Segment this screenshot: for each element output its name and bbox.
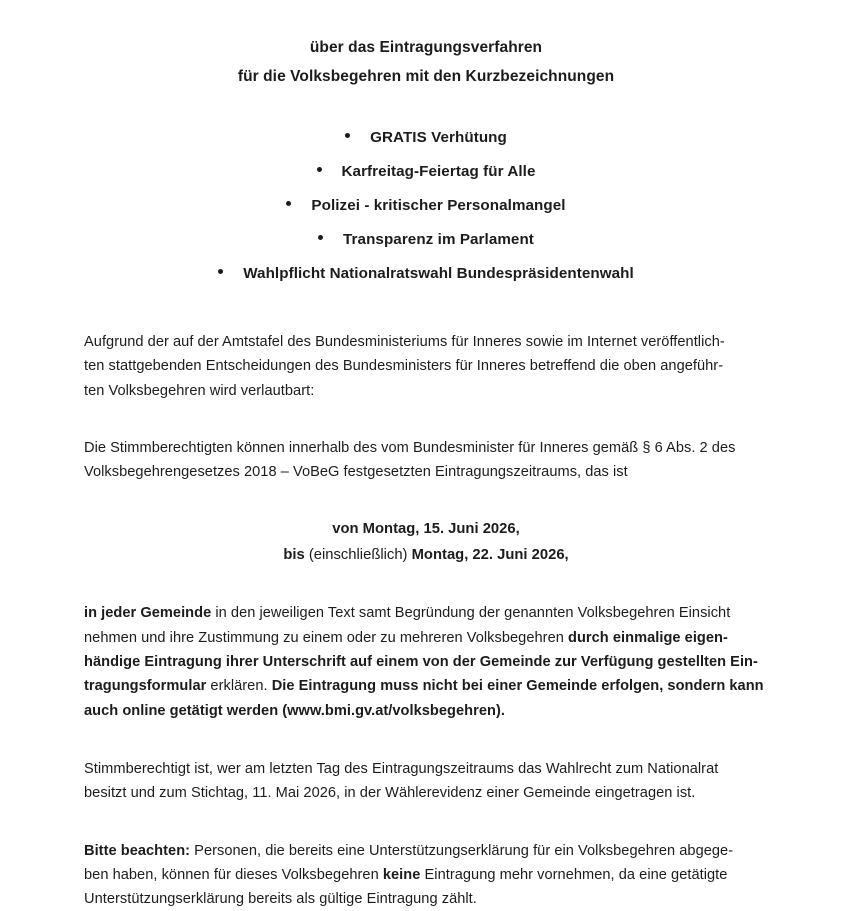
- text-line: besitzt und zum Stichtag, 11. Mai 2026, in der Wählerevidenz einer Gemeinde eingetragen ist.: [84, 785, 696, 802]
- date-from-line: [84, 516, 768, 542]
- date-to-text: Montag, 22. Juni 2026,: [411, 547, 569, 564]
- text-regular-run: Eintragung mehr vornehmen, da eine getätigte: [420, 866, 728, 883]
- text-bold-run: Die Eintragung muss nicht bei einer Gemeinde erfolgen, sondern kann: [271, 678, 764, 695]
- paragraph-hinweis: [84, 839, 768, 911]
- initiative-label: GRATIS Verhütung: [370, 129, 507, 146]
- text-regular-run: nehmen und ihre Zustimmung zu einem oder zu mehreren Volksbegehren: [84, 629, 568, 646]
- date-to-inclusive: (einschließlich): [304, 547, 412, 564]
- initiative-label: Wahlpflicht Nationalratswahl Bundespräsidentenwahl: [243, 265, 634, 282]
- initiative-label: Polizei - kritischer Personalmangel: [311, 197, 566, 214]
- text-bold-run: keine: [382, 866, 421, 883]
- text-line: Volksbegehrengesetzes 2018 – VoBeG festgesetzten Eintragungszeitraums, das ist: [84, 464, 628, 481]
- text-regular-run: ben haben, können für dieses Volksbegehren: [84, 866, 383, 883]
- text-line: [84, 839, 768, 863]
- initiative-label: Karfreitag-Feiertag für Alle: [341, 163, 536, 180]
- text-bold-run: händige Eintragung ihrer Unterschrift auf einem von der Gemeinde zur Verfügung gestellten Ein-: [84, 654, 758, 671]
- text-line: [84, 626, 768, 650]
- heading-line-2: für die Volksbegehren mit den Kurzbezeichnungen: [237, 68, 615, 85]
- text-line: [84, 601, 768, 625]
- bullet-dot-icon: [318, 235, 323, 240]
- list-item: [84, 189, 768, 223]
- initiative-label: Transparenz im Parlament: [343, 231, 534, 248]
- text-bold-run: durch einmalige eigen-: [568, 629, 728, 646]
- text-regular-run: erklären.: [206, 678, 272, 695]
- text-line: [84, 674, 768, 698]
- text-line: Stimmberechtigt ist, wer am letzten Tag des Eintragungszeitraums das Wahlrecht zum Nationalrat: [84, 760, 719, 777]
- paragraph-gemeinde: [84, 601, 768, 722]
- paragraph-eintragungszeitraum: [84, 436, 768, 485]
- text-bold-run: in jeder Gemeinde: [84, 605, 212, 622]
- text-regular-run: Personen, die bereits eine Unterstützungserklärung für ein Volksbegehren abgege-: [190, 842, 734, 859]
- text-line: ten Volksbegehren wird verlautbart:: [84, 382, 315, 399]
- text-bold-run: Bitte beachten:: [84, 842, 191, 859]
- paragraph-wahlrecht: [84, 757, 768, 806]
- bullet-dot-icon: [218, 269, 223, 274]
- text-line: ten stattgebenden Entscheidungen des Bundesministers für Inneres betreffend die oben angeführ-: [84, 358, 724, 375]
- list-item: [84, 223, 768, 257]
- date-to-line: [84, 542, 768, 568]
- heading-line-1: über das Eintragungsverfahren: [309, 39, 543, 56]
- date-from-text: von Montag, 15. Juni 2026,: [332, 521, 520, 538]
- text-bold-run: tragungsformular: [84, 678, 207, 695]
- list-item: [84, 155, 768, 189]
- document-heading: [84, 0, 768, 91]
- date-to-prefix: bis: [283, 547, 305, 564]
- eintragungszeitraum-dates: [84, 516, 768, 568]
- list-item: [84, 257, 768, 291]
- text-bold-run: auch online getätigt werden (www.bmi.gv.at/volksbegehren).: [84, 702, 505, 719]
- bullet-dot-icon: [317, 167, 322, 172]
- text-line: [84, 699, 768, 723]
- text-line: Unterstützungserklärung bereits als gültige Eintragung zählt.: [84, 891, 477, 908]
- paragraph-verlautbart: [84, 330, 768, 403]
- text-line: Die Stimmberechtigten können innerhalb des vom Bundesminister für Inneres gemäß § 6 Abs. 2 des: [84, 439, 736, 456]
- bullet-dot-icon: [345, 133, 350, 138]
- text-line: [84, 863, 768, 887]
- text-regular-run: in den jeweiligen Text samt Begründung der genannten Volksbegehren Einsicht: [211, 605, 731, 622]
- bullet-dot-icon: [286, 201, 291, 206]
- text-line: Aufgrund der auf der Amtstafel des Bundesministeriums für Inneres sowie im Internet veröffentlich-: [84, 334, 725, 350]
- initiatives-list: [84, 121, 768, 291]
- list-item: [84, 121, 768, 155]
- text-line: [84, 650, 768, 674]
